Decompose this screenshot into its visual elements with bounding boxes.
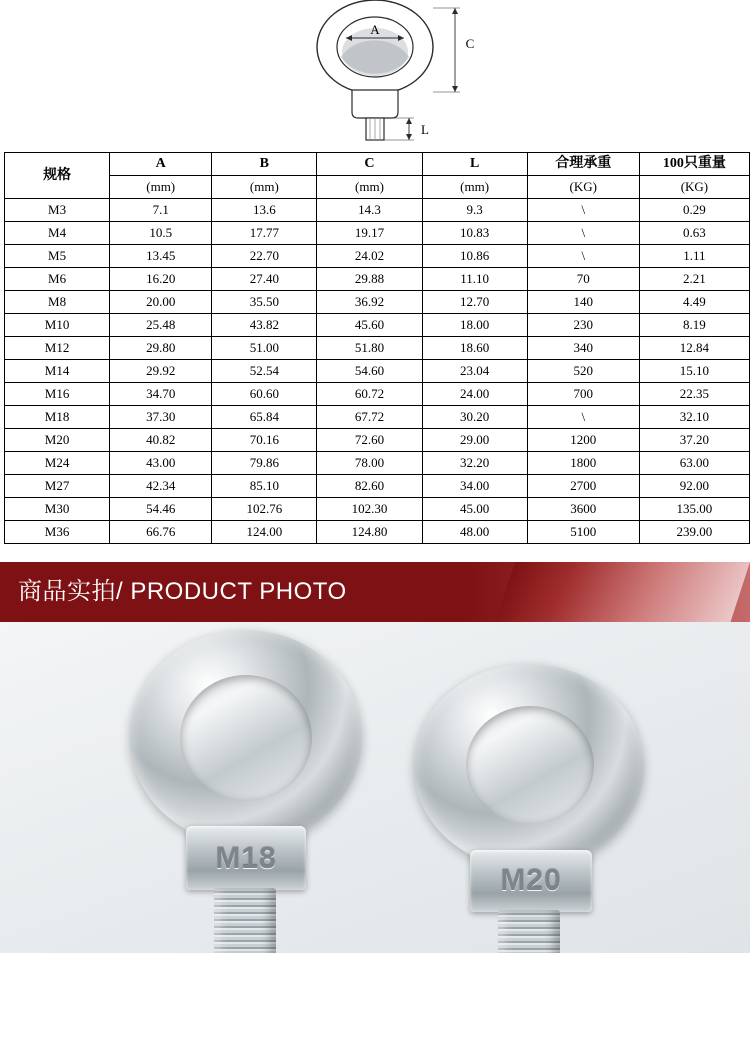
cell-l: 18.60 (422, 337, 527, 360)
cell-a: 34.70 (110, 383, 212, 406)
table-unit-a: (mm) (110, 176, 212, 199)
cell-l: 45.00 (422, 498, 527, 521)
cell-b: 35.50 (212, 291, 317, 314)
cell-spec: M5 (5, 245, 110, 268)
cell-c: 72.60 (317, 429, 422, 452)
cell-weight: 12.84 (639, 337, 749, 360)
cell-l: 29.00 (422, 429, 527, 452)
cell-a: 42.34 (110, 475, 212, 498)
cell-b: 102.76 (212, 498, 317, 521)
cell-weight: 4.49 (639, 291, 749, 314)
cell-b: 124.00 (212, 521, 317, 544)
cell-a: 40.82 (110, 429, 212, 452)
table-unit-l: (mm) (422, 176, 527, 199)
cell-b: 17.77 (212, 222, 317, 245)
cell-load: 70 (527, 268, 639, 291)
cell-spec: M36 (5, 521, 110, 544)
eye-bolt-right-shank (498, 910, 560, 953)
table-row (5, 498, 750, 521)
cell-l: 10.83 (422, 222, 527, 245)
cell-l: 32.20 (422, 452, 527, 475)
cell-load: 230 (527, 314, 639, 337)
table-header-b: B (212, 153, 317, 176)
cell-l: 18.00 (422, 314, 527, 337)
cell-l: 11.10 (422, 268, 527, 291)
cell-spec: M18 (5, 406, 110, 429)
table-row (5, 452, 750, 475)
cell-weight: 135.00 (639, 498, 749, 521)
eye-bolt-left-shank (214, 888, 276, 953)
cell-load: 3600 (527, 498, 639, 521)
eye-bolt-left-collar (186, 826, 306, 890)
cell-a: 37.30 (110, 406, 212, 429)
cell-load: 340 (527, 337, 639, 360)
cell-c: 24.02 (317, 245, 422, 268)
product-photo (0, 622, 750, 953)
cell-b: 85.10 (212, 475, 317, 498)
cell-weight: 92.00 (639, 475, 749, 498)
cell-c: 54.60 (317, 360, 422, 383)
cell-l: 12.70 (422, 291, 527, 314)
cell-spec: M30 (5, 498, 110, 521)
cell-spec: M27 (5, 475, 110, 498)
eye-bolt-diagram (0, 0, 750, 152)
cell-load: 700 (527, 383, 639, 406)
table-row (5, 199, 750, 222)
cell-c: 102.30 (317, 498, 422, 521)
cell-b: 60.60 (212, 383, 317, 406)
cell-b: 65.84 (212, 406, 317, 429)
table-row (5, 406, 750, 429)
cell-a: 10.5 (110, 222, 212, 245)
cell-l: 24.00 (422, 383, 527, 406)
table-row (5, 360, 750, 383)
eye-bolt-right-collar (470, 850, 592, 912)
cell-weight: 32.10 (639, 406, 749, 429)
cell-l: 10.86 (422, 245, 527, 268)
cell-weight: 2.21 (639, 268, 749, 291)
cell-a: 29.80 (110, 337, 212, 360)
diagram-label-c: C (465, 36, 475, 51)
table-row (5, 268, 750, 291)
cell-load: 2700 (527, 475, 639, 498)
table-row (5, 245, 750, 268)
table-unit-row (5, 176, 750, 199)
cell-l: 30.20 (422, 406, 527, 429)
cell-l: 9.3 (422, 199, 527, 222)
cell-spec: M8 (5, 291, 110, 314)
cell-weight: 0.29 (639, 199, 749, 222)
cell-weight: 1.11 (639, 245, 749, 268)
spec-table-body (5, 199, 750, 544)
cell-c: 51.80 (317, 337, 422, 360)
table-header-spec: 规格 (5, 153, 110, 199)
table-row (5, 429, 750, 452)
cell-load: 1200 (527, 429, 639, 452)
cell-a: 7.1 (110, 199, 212, 222)
cell-c: 124.80 (317, 521, 422, 544)
table-row (5, 222, 750, 245)
eye-bolt-left-label: M18 (215, 842, 277, 875)
cell-weight: 0.63 (639, 222, 749, 245)
cell-b: 27.40 (212, 268, 317, 291)
cell-spec: M10 (5, 314, 110, 337)
cell-load: \ (527, 406, 639, 429)
table-unit-c: (mm) (317, 176, 422, 199)
cell-c: 19.17 (317, 222, 422, 245)
cell-weight: 37.20 (639, 429, 749, 452)
spec-table-wrap (0, 152, 750, 544)
eye-bolt-right (404, 664, 704, 953)
table-header-c: C (317, 153, 422, 176)
cell-a: 16.20 (110, 268, 212, 291)
cell-c: 36.92 (317, 291, 422, 314)
cell-a: 43.00 (110, 452, 212, 475)
diagram-svg (0, 0, 750, 152)
cell-load: \ (527, 222, 639, 245)
cell-c: 14.3 (317, 199, 422, 222)
cell-b: 51.00 (212, 337, 317, 360)
spec-table (4, 152, 750, 544)
cell-load: \ (527, 245, 639, 268)
cell-l: 48.00 (422, 521, 527, 544)
cell-c: 29.88 (317, 268, 422, 291)
cell-c: 82.60 (317, 475, 422, 498)
cell-load: 5100 (527, 521, 639, 544)
cell-a: 13.45 (110, 245, 212, 268)
cell-c: 45.60 (317, 314, 422, 337)
table-header-l: L (422, 153, 527, 176)
cell-weight: 15.10 (639, 360, 749, 383)
table-row (5, 291, 750, 314)
table-row (5, 337, 750, 360)
cell-spec: M16 (5, 383, 110, 406)
banner-title: 商品实拍/ PRODUCT PHOTO (18, 578, 347, 605)
cell-spec: M12 (5, 337, 110, 360)
table-header-row (5, 153, 750, 176)
cell-spec: M3 (5, 199, 110, 222)
cell-c: 60.72 (317, 383, 422, 406)
cell-a: 66.76 (110, 521, 212, 544)
cell-b: 52.54 (212, 360, 317, 383)
cell-c: 78.00 (317, 452, 422, 475)
cell-load: 1800 (527, 452, 639, 475)
cell-b: 43.82 (212, 314, 317, 337)
table-row (5, 521, 750, 544)
eye-bolt-right-ring-hole (466, 706, 594, 824)
cell-a: 25.48 (110, 314, 212, 337)
diagram-label-l: L (421, 122, 429, 137)
cell-b: 79.86 (212, 452, 317, 475)
cell-b: 70.16 (212, 429, 317, 452)
cell-c: 67.72 (317, 406, 422, 429)
table-unit-weight: (KG) (639, 176, 749, 199)
table-header-load: 合理承重 (527, 153, 639, 176)
cell-a: 29.92 (110, 360, 212, 383)
table-unit-b: (mm) (212, 176, 317, 199)
cell-spec: M14 (5, 360, 110, 383)
cell-a: 54.46 (110, 498, 212, 521)
table-row (5, 314, 750, 337)
cell-spec: M20 (5, 429, 110, 452)
cell-weight: 63.00 (639, 452, 749, 475)
table-unit-load: (KG) (527, 176, 639, 199)
eye-bolt-left (112, 630, 382, 953)
cell-weight: 22.35 (639, 383, 749, 406)
cell-spec: M24 (5, 452, 110, 475)
cell-a: 20.00 (110, 291, 212, 314)
cell-spec: M6 (5, 268, 110, 291)
eye-bolt-left-ring-hole (180, 675, 312, 801)
table-header-a: A (110, 153, 212, 176)
cell-load: 520 (527, 360, 639, 383)
product-photo-banner (0, 562, 750, 622)
cell-b: 13.6 (212, 199, 317, 222)
table-row (5, 475, 750, 498)
cell-weight: 8.19 (639, 314, 749, 337)
eye-bolt-right-label: M20 (500, 864, 562, 897)
cell-l: 34.00 (422, 475, 527, 498)
cell-spec: M4 (5, 222, 110, 245)
cell-load: 140 (527, 291, 639, 314)
table-row (5, 383, 750, 406)
table-header-weight: 100只重量 (639, 153, 749, 176)
cell-load: \ (527, 199, 639, 222)
cell-l: 23.04 (422, 360, 527, 383)
cell-weight: 239.00 (639, 521, 749, 544)
diagram-label-a: A (370, 22, 380, 37)
cell-b: 22.70 (212, 245, 317, 268)
